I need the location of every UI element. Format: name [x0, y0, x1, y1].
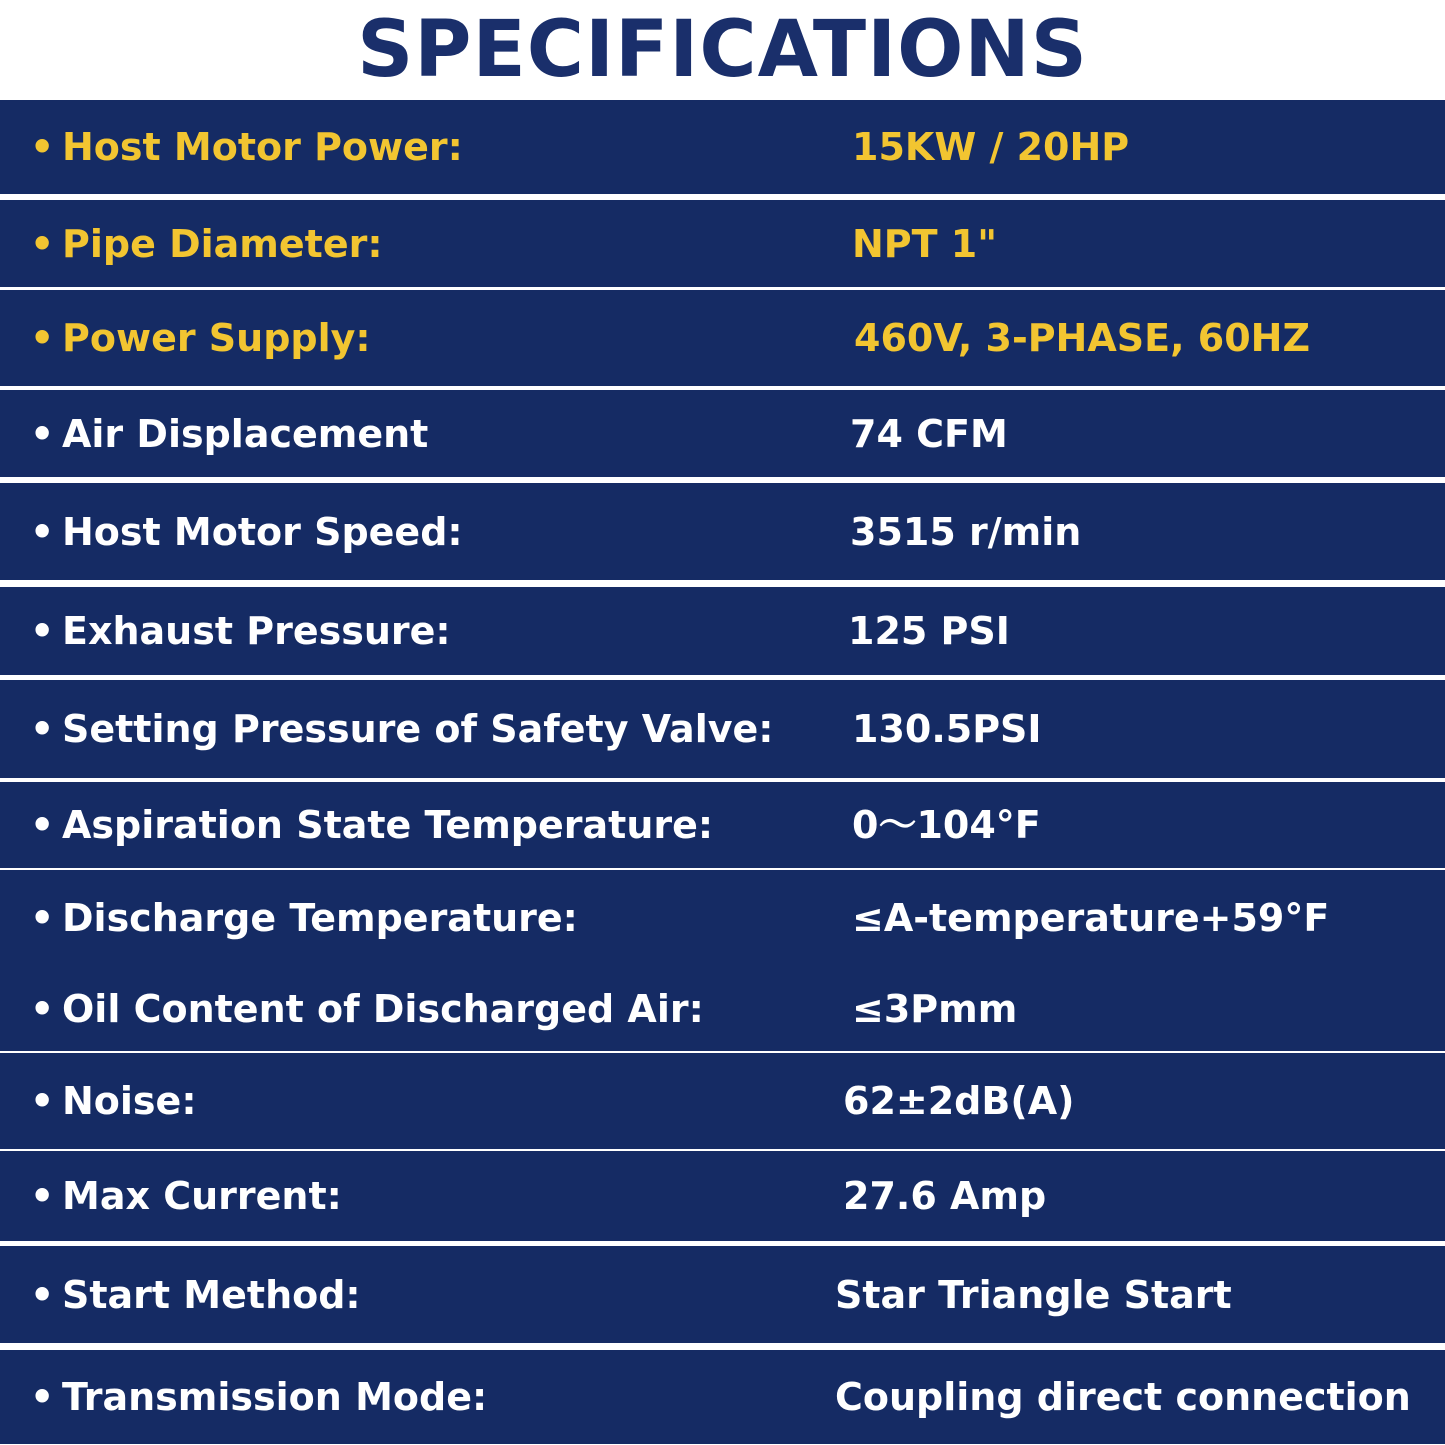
spec-label	[30, 986, 704, 1031]
bullet-icon: •	[30, 707, 55, 751]
bullet-icon: •	[30, 221, 55, 266]
spec-row	[0, 290, 1445, 386]
spec-label-text: Host Motor Power:	[62, 125, 463, 169]
spec-row	[0, 1350, 1445, 1444]
spec-value: 27.6 Amp	[843, 1174, 1047, 1218]
spec-row	[0, 1053, 1445, 1149]
spec-value: 0～104°F	[852, 803, 1041, 847]
spec-label-text: Transmission Mode:	[62, 1375, 488, 1419]
spec-value: ≤A-temperature+59°F	[852, 896, 1330, 940]
spec-label	[30, 896, 578, 940]
bullet-icon: •	[30, 1272, 55, 1317]
spec-label-text: Start Method:	[62, 1272, 361, 1317]
bullet-icon: •	[30, 125, 55, 169]
bullet-icon: •	[30, 316, 55, 360]
spec-label-text: Max Current:	[62, 1174, 342, 1218]
spec-value: 62±2dB(A)	[843, 1079, 1075, 1123]
bullet-icon: •	[30, 411, 55, 456]
bullet-icon: •	[30, 1375, 55, 1419]
spec-label-text: Power Supply:	[62, 316, 371, 360]
spec-label-text: Setting Pressure of Safety Valve:	[62, 707, 774, 751]
spec-label-text: Host Motor Speed:	[62, 509, 463, 554]
spec-label	[30, 509, 463, 554]
spec-label	[30, 707, 774, 751]
spec-label	[30, 221, 383, 266]
spec-value: 130.5PSI	[852, 707, 1042, 751]
spec-label	[30, 125, 463, 169]
spec-value: Coupling direct connection	[835, 1375, 1411, 1419]
spec-label-text: Discharge Temperature:	[62, 896, 578, 940]
spec-value: 15KW / 20HP	[852, 125, 1130, 169]
spec-value: NPT 1"	[852, 221, 998, 266]
bullet-icon: •	[30, 986, 55, 1031]
spec-label	[30, 1272, 361, 1317]
spec-label	[30, 803, 714, 847]
spec-row	[0, 870, 1445, 966]
spec-label-text: Aspiration State Temperature:	[62, 803, 714, 847]
spec-row	[0, 1151, 1445, 1241]
spec-row	[0, 680, 1445, 778]
spec-row	[0, 200, 1445, 287]
spec-row	[0, 483, 1445, 580]
spec-label	[30, 1079, 197, 1123]
spec-label	[30, 1174, 342, 1218]
page-title: SPECIFICATIONS	[357, 5, 1088, 95]
spec-value: 125 PSI	[848, 609, 1010, 653]
spec-label-text: Oil Content of Discharged Air:	[62, 986, 704, 1031]
bullet-icon: •	[30, 803, 55, 847]
spec-label	[30, 609, 451, 653]
spec-value: 460V, 3-PHASE, 60HZ	[854, 316, 1310, 360]
spec-row	[0, 390, 1445, 477]
spec-label	[30, 316, 371, 360]
bullet-icon: •	[30, 1079, 55, 1123]
spec-value: Star Triangle Start	[835, 1272, 1232, 1317]
spec-row	[0, 782, 1445, 868]
bullet-icon: •	[30, 1174, 55, 1218]
spec-row	[0, 1246, 1445, 1343]
spec-value: 3515 r/min	[850, 509, 1082, 554]
bullet-icon: •	[30, 609, 55, 653]
spec-label-text: Air Displacement	[62, 411, 429, 456]
spec-value: 74 CFM	[850, 411, 1008, 456]
spec-label	[30, 411, 429, 456]
spec-row	[0, 966, 1445, 1051]
spec-label-text: Noise:	[62, 1079, 197, 1123]
bullet-icon: •	[30, 509, 55, 554]
spec-row	[0, 100, 1445, 194]
spec-label-text: Pipe Diameter:	[62, 221, 383, 266]
spec-label-text: Exhaust Pressure:	[62, 609, 451, 653]
spec-value: ≤3Pmm	[852, 986, 1018, 1031]
bullet-icon: •	[30, 896, 55, 940]
spec-label	[30, 1375, 488, 1419]
spec-row	[0, 587, 1445, 675]
